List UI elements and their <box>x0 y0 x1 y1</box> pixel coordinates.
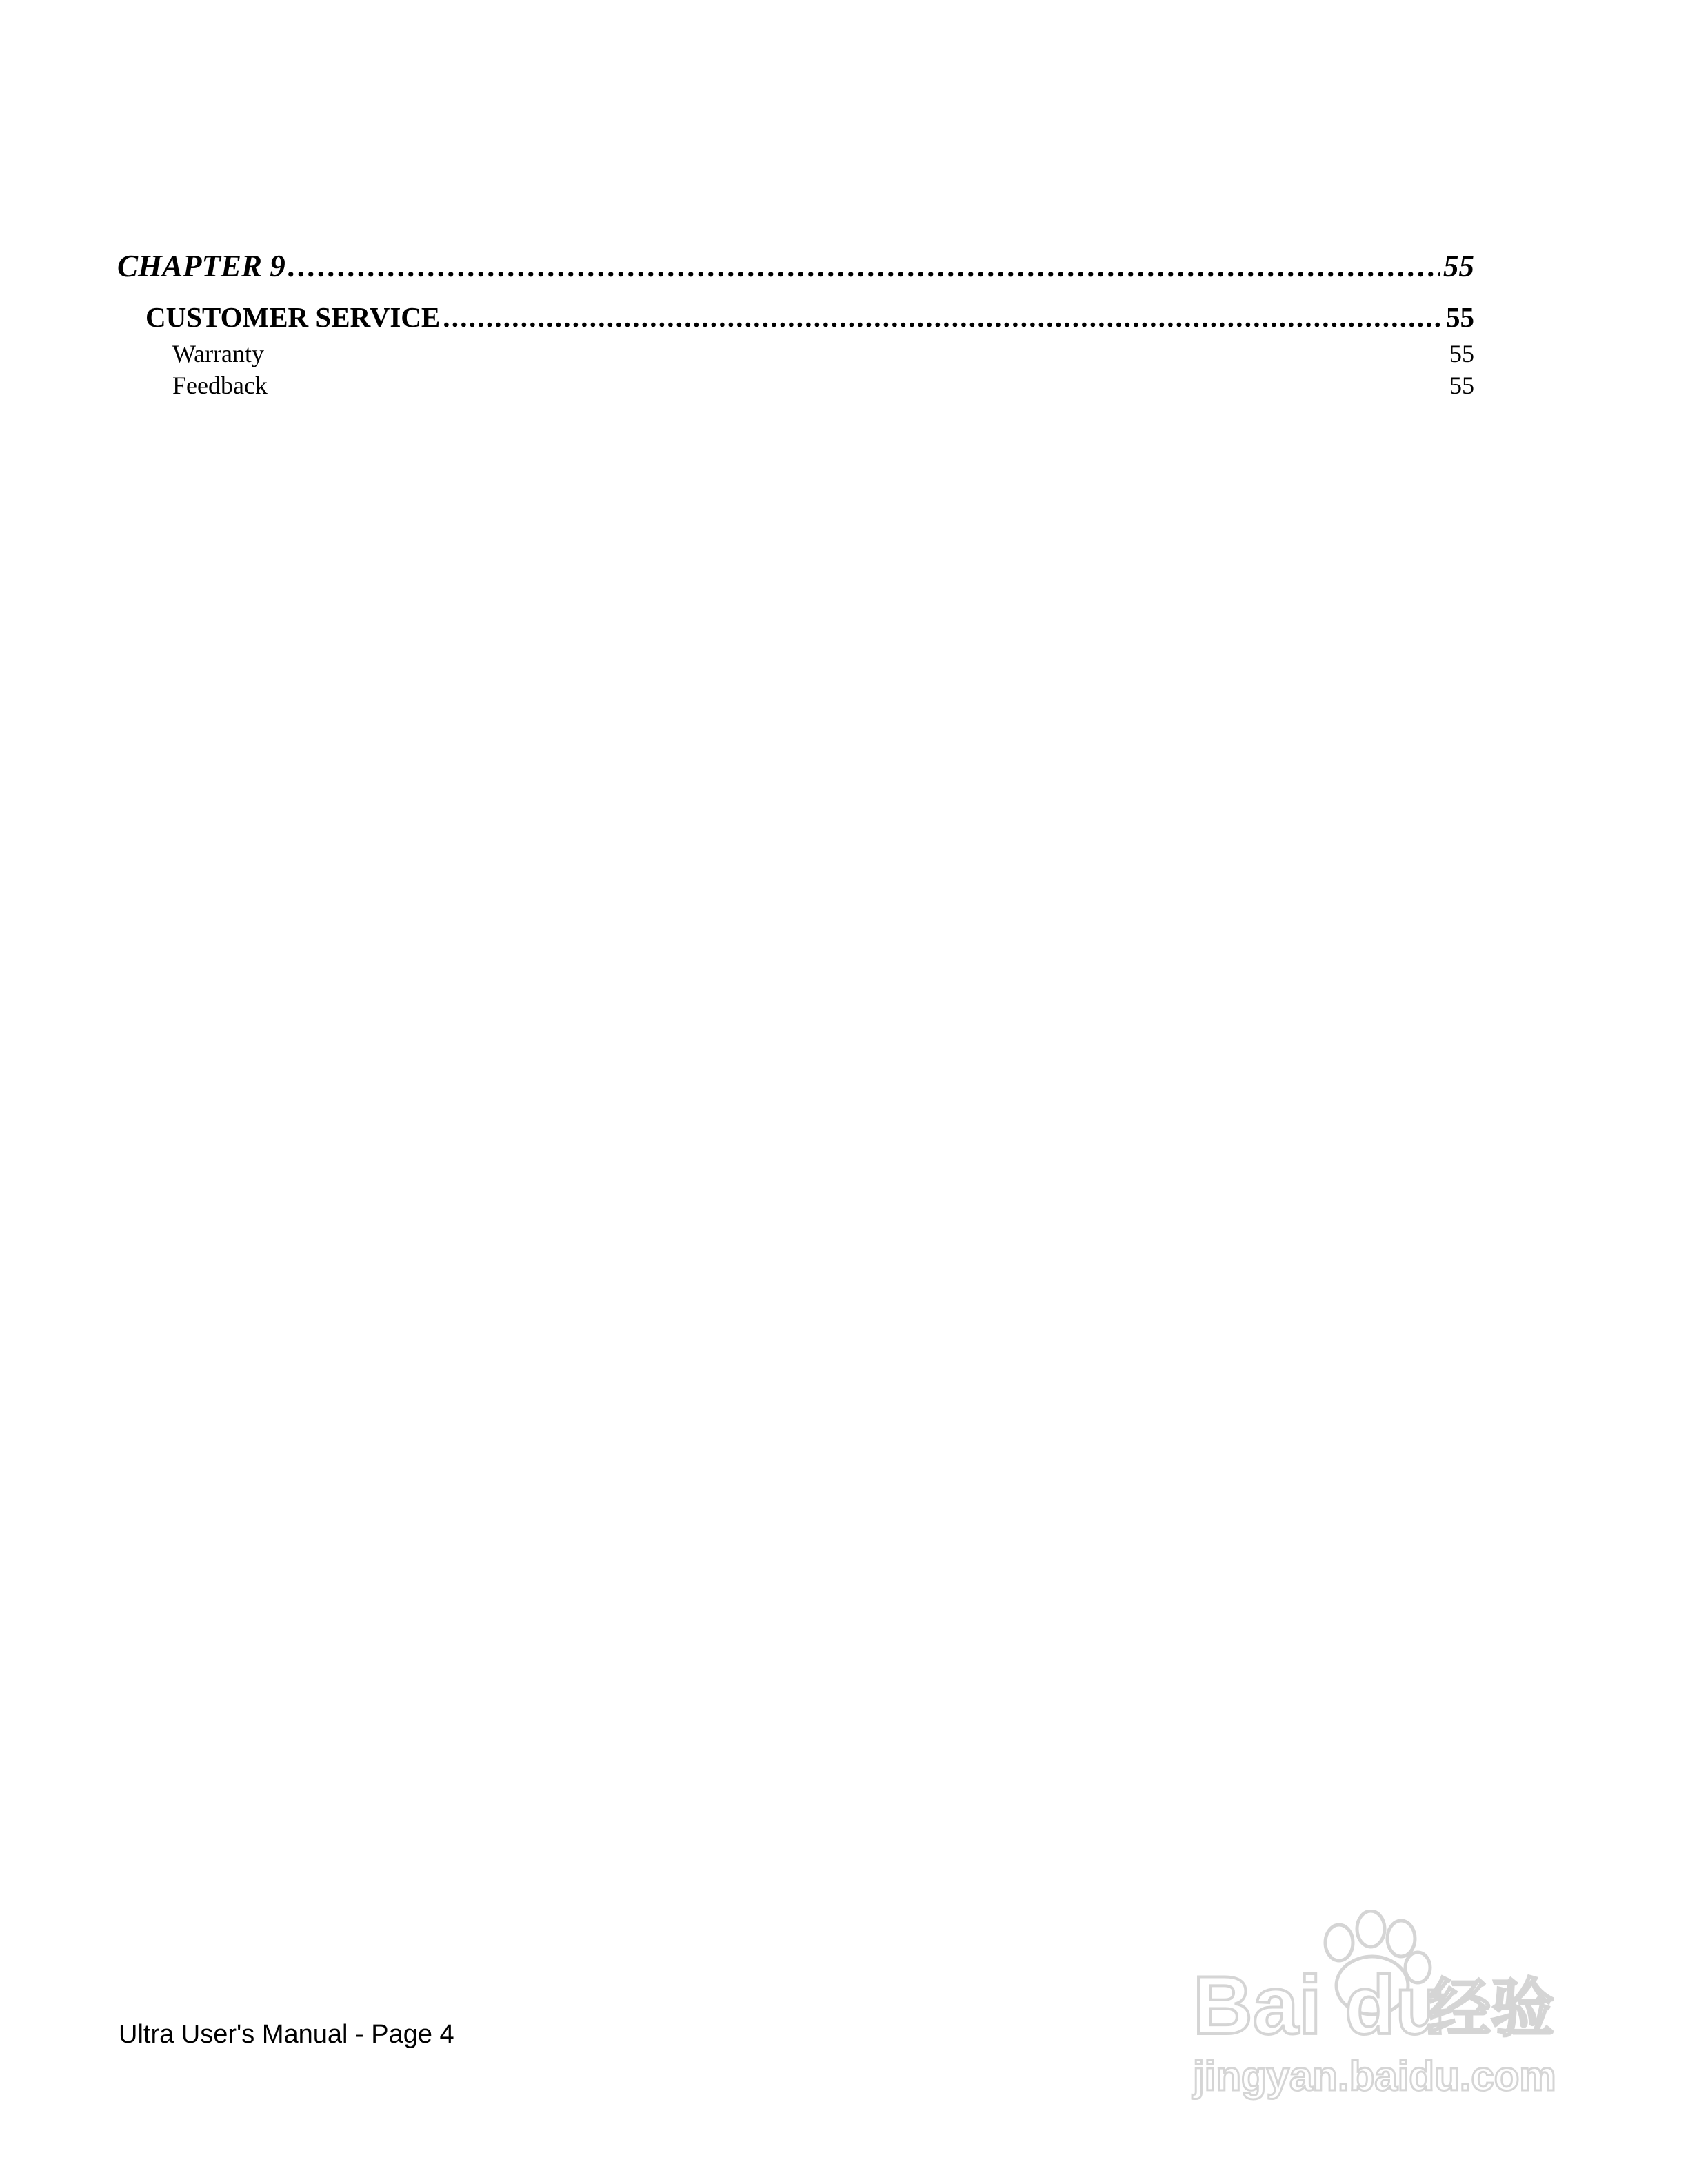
toc-entry-feedback[interactable] <box>117 371 1474 403</box>
toc-entry-title: Warranty <box>172 340 265 367</box>
toc-entry-chapter-9[interactable] <box>117 248 1474 292</box>
toc-entry-customer-service[interactable] <box>117 301 1474 339</box>
toc-entry-title: Feedback <box>172 372 268 399</box>
toc-entry-warranty[interactable] <box>117 339 1474 371</box>
watermark-brand: Bai du <box>1193 1959 1446 2052</box>
page-footer: Ultra User's Manual - Page 4 <box>119 2020 454 2049</box>
toc-entry-page: 55 <box>1449 372 1474 399</box>
watermark-suffix: 经验 <box>1427 1972 1555 2045</box>
toc-dot-leader <box>443 301 1443 334</box>
toc-entry-title: CUSTOMER SERVICE <box>145 301 441 333</box>
toc-entry-title: CHAPTER 9 <box>117 249 285 283</box>
baidu-jingyan-watermark <box>1179 1910 1593 2110</box>
watermark-url: jingyan.baidu.com <box>1193 2053 1556 2099</box>
table-of-contents <box>117 248 1474 403</box>
toc-entry-page: 55 <box>1443 249 1474 283</box>
toc-dot-leader <box>288 248 1440 284</box>
toc-entry-page: 55 <box>1449 340 1474 367</box>
toc-entry-page: 55 <box>1446 301 1474 333</box>
